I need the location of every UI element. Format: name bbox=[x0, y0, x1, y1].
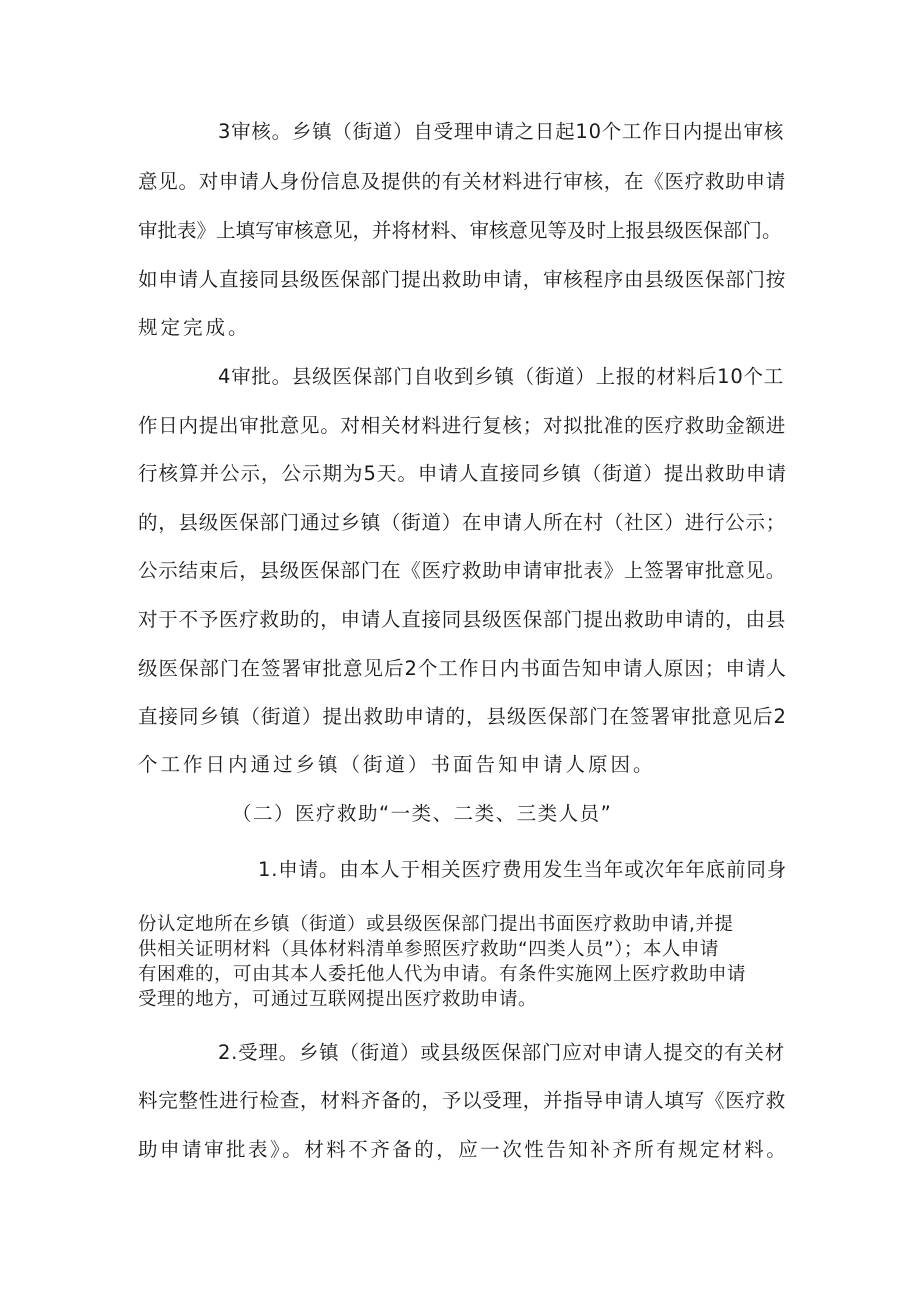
apply-line-2: 份认定地所在乡镇（街道）或县级医保部门提出书面医疗救助申请,并提 bbox=[138, 914, 734, 935]
accept-line-2: 料完整性进行检查，材料齐备的，予以受理，并指导申请人填写《医疗救 bbox=[138, 1089, 787, 1112]
approval-line-4: 的，县级医保部门通过乡镇（街道）在申请人所在村（社区）进行公示； bbox=[138, 511, 787, 534]
apply-line-3: 供相关证明材料（具体材料清单参照医疗救助“四类人员”）；本人申请 bbox=[138, 939, 719, 960]
apply-line-1: 1.申请。由本人于相关医疗费用发生当年或次年年底前同身 bbox=[258, 858, 788, 881]
section-heading: （二）医疗救助“一类、二类、三类人员” bbox=[232, 802, 613, 825]
approval-line-8: 直接同乡镇（街道）提出救助申请的，县级医保部门在签署审批意见后2 bbox=[138, 705, 787, 728]
approval-line-9: 个工作日内通过乡镇（街道）书面告知申请人原因。 bbox=[138, 753, 656, 776]
approval-line-1: 4审批。县级医保部门自收到乡镇（街道）上报的材料后10个工 bbox=[218, 365, 784, 388]
approval-line-7: 级医保部门在签署审批意见后2个工作日内书面告知申请人原因；申请人 bbox=[138, 657, 787, 680]
approval-line-2: 作日内提出审批意见。对相关材料进行复核；对拟批准的医疗救助金额进 bbox=[138, 414, 787, 437]
review-line-2: 意见。对申请人身份信息及提供的有关材料进行审核，在《医疗救助申请 bbox=[138, 170, 787, 193]
approval-line-5: 公示结束后，县级医保部门在《医疗救助申请审批表》上签署审批意见。 bbox=[138, 559, 787, 582]
apply-line-4: 有困难的，可由其本人委托他人代为申请。有条件实施网上医疗救助申请 bbox=[138, 964, 747, 985]
approval-line-6: 对于不予医疗救助的，申请人直接同县级医保部门提出救助申请的，由县 bbox=[138, 608, 787, 631]
review-line-3: 审批表》上填写审核意见，并将材料、审核意见等及时上报县级医保部门。 bbox=[138, 219, 782, 242]
review-line-4: 如申请人直接同县级医保部门提出救助申请，审核程序由县级医保部门按 bbox=[138, 268, 787, 291]
apply-line-5: 受理的地方，可通过互联网提出医疗救助申请。 bbox=[138, 989, 538, 1010]
accept-line-1: 2.受理。乡镇（街道）或县级医保部门应对申请人提交的有关材 bbox=[218, 1041, 785, 1064]
review-line-5: 规定完成。 bbox=[138, 316, 251, 339]
review-line-1: 3审核。乡镇（街道）自受理申请之日起10个工作日内提出审核 bbox=[218, 120, 784, 143]
accept-line-3: 助申请审批表》。材料不齐备的，应一次性告知补齐所有规定材料。 bbox=[138, 1138, 789, 1161]
approval-line-3: 行核算并公示，公示期为5天。申请人直接同乡镇（街道）提出救助申请 bbox=[138, 462, 787, 485]
